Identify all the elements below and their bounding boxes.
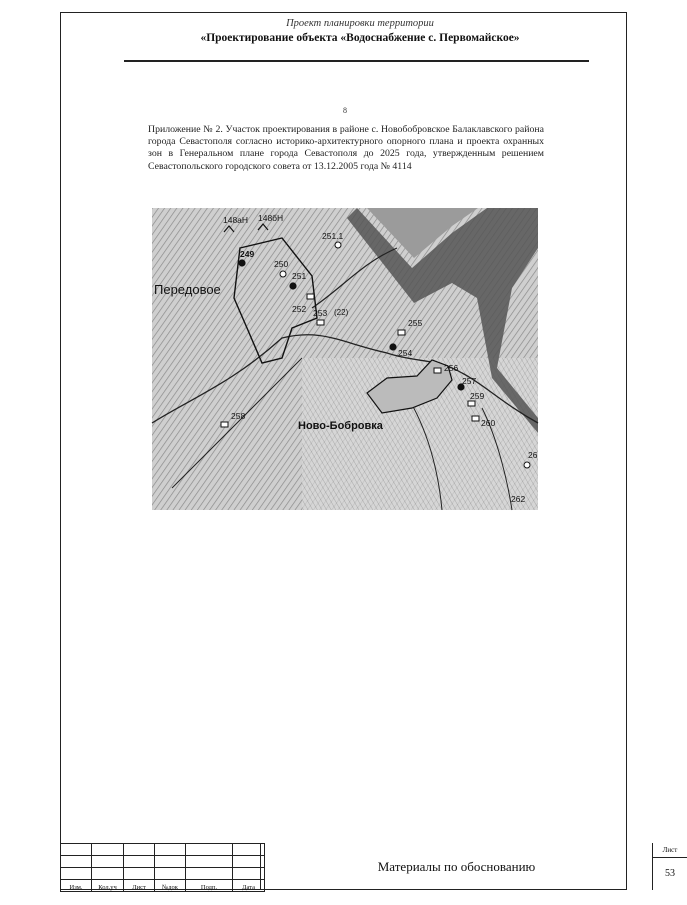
label-258: 258 — [231, 411, 246, 421]
stamp-col-data: Дата — [233, 880, 265, 892]
label-251-1: 251.1 — [322, 231, 344, 241]
marker-253 — [317, 320, 324, 325]
marker-252 — [307, 294, 314, 299]
marker-260 — [472, 416, 479, 421]
label-259: 259 — [470, 391, 485, 401]
sheet-box — [653, 843, 687, 890]
label-257: 257 — [462, 376, 477, 386]
document-section-name: Материалы по обоснованию — [260, 843, 653, 890]
label-26x: 26 — [528, 450, 538, 460]
marker-256 — [434, 368, 441, 373]
marker-255 — [398, 330, 405, 335]
label-novo-bobrovka: Ново-Бобровка — [298, 420, 383, 432]
label-260: 260 — [481, 418, 496, 428]
marker-250 — [280, 271, 286, 277]
label-253b: (22) — [334, 308, 349, 317]
marker-251 — [289, 282, 296, 289]
stamp-col-kol: Кол.уч — [92, 880, 124, 892]
marker-26x — [524, 462, 530, 468]
project-line: Проект планировки территории — [286, 18, 434, 29]
header-rule — [124, 60, 589, 62]
label-peredovoe: Передовое — [154, 282, 221, 297]
label-250: 250 — [274, 259, 289, 269]
document-title: «Проектирование объекта «Водоснабжение с. Первомайское» — [200, 32, 520, 44]
label-262: 262 — [511, 494, 526, 504]
marker-251-1 — [335, 242, 341, 248]
title-block — [60, 843, 678, 891]
appendix-caption: Приложение № 2. Участок проектирования в районе с. Новобобровское Балаклавского района города Севастополя согласно историко-архитектурного опорного плана и проекта охранных зон в Генеральном плане города Севастополя до 2025 года, утвержденным решением Севастопольского городского совета от 13.12.2005 года № 4114 — [148, 124, 544, 172]
label-255: 255 — [408, 318, 423, 328]
stamp-col-list: Лист — [124, 880, 155, 892]
label-148b: 148бН — [258, 213, 284, 223]
site-map — [152, 208, 538, 510]
label-254: 254 — [398, 348, 413, 358]
marker-258 — [221, 422, 228, 427]
label-253: 253 — [313, 308, 328, 318]
sheet-label: Лист — [653, 843, 687, 858]
label-251: 251 — [292, 271, 307, 281]
stamp-col-podp: Подп. — [186, 880, 233, 892]
marker-249 — [238, 259, 245, 266]
marker-259 — [468, 401, 475, 406]
label-252: 252 — [292, 304, 307, 314]
stamp-col-ndok: №док — [155, 880, 186, 892]
sheet-number: 53 — [665, 868, 675, 879]
label-256: 256 — [444, 363, 459, 373]
page-mark: 8 — [343, 106, 347, 115]
marker-254 — [389, 343, 396, 350]
stamp-col-izm: Изм. — [61, 880, 92, 892]
label-249: 249 — [240, 249, 255, 259]
label-148a: 148аН — [223, 215, 249, 225]
site-map-graphic — [152, 208, 538, 510]
title-block-grid — [60, 843, 265, 892]
